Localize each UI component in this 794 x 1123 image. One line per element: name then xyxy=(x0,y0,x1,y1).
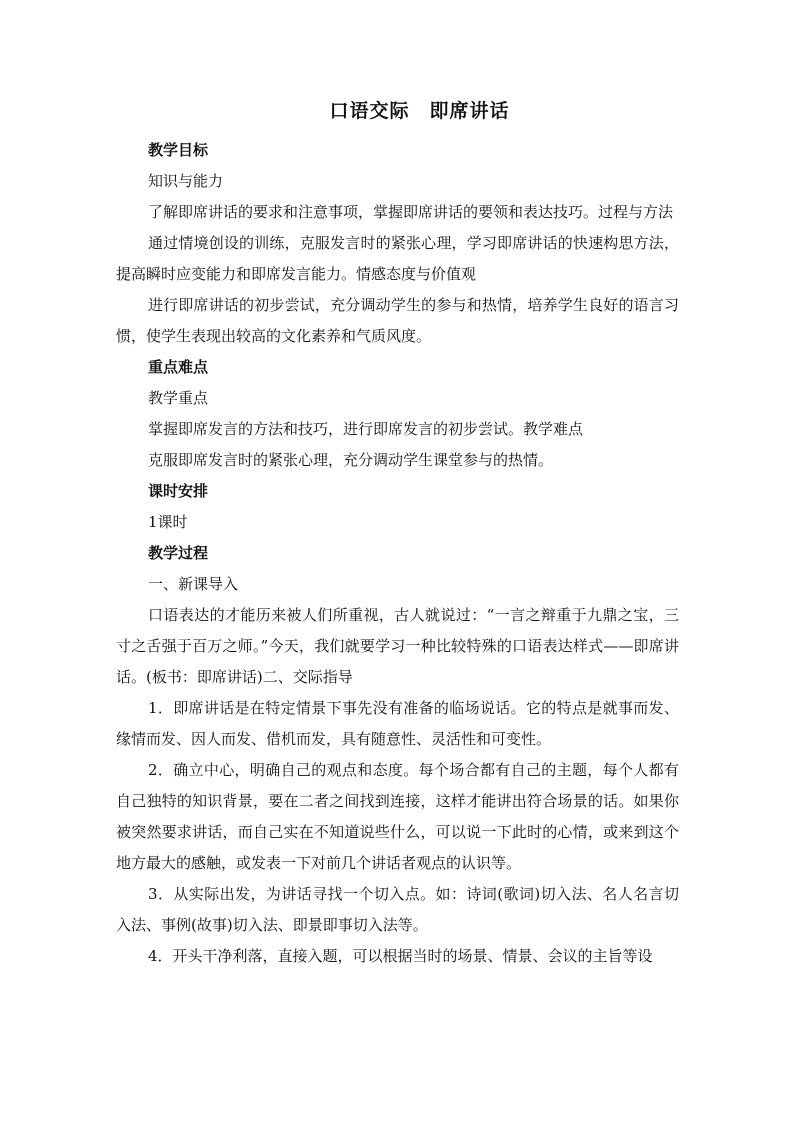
paragraph: 克服即席发言时的紧张心理，充分调动学生课堂参与的热情。 xyxy=(148,451,554,469)
section-heading: 教学目标 xyxy=(148,141,209,159)
document-page xyxy=(116,96,679,972)
paragraph: 2．确立中心，明确自己的观点和态度。每个场合都有自己的主题，每个人都有自己独特的知识背景，要在二者之间找到连接，这样才能讲出符合场景的话。如果你被突然要求讲话，而自己实在不知道说些什么，可以说一下此时的心情，或来到这个地方最大的感触，或发表一下对前几个讲话者观点的认识等。 xyxy=(116,761,679,872)
paragraph: 了解即席讲话的要求和注意事项，掌握即席讲话的要领和表达技巧。过程与方法 xyxy=(148,203,674,221)
document-title: 口语交际 即席讲话 xyxy=(329,100,510,122)
paragraph: 教学重点 xyxy=(148,389,209,407)
paragraph: 一、新课导入 xyxy=(148,575,239,593)
section-heading: 教学过程 xyxy=(148,544,209,562)
paragraph: 1课时 xyxy=(148,513,188,531)
paragraph: 知识与能力 xyxy=(148,172,224,190)
paragraph: 进行即席讲话的初步尝试，充分调动学生的参与和热情，培养学生良好的语言习惯，使学生表现出较高的文化素养和气质风度。 xyxy=(116,296,679,345)
paragraph: 3．从实际出发，为讲话寻找一个切入点。如：诗词(歌词)切入法、名人名言切入法、事例(故事)切入法、即景即事切入法等。 xyxy=(116,885,679,934)
paragraph: 1．即席讲话是在特定情景下事先没有准备的临场说话。它的特点是就事而发、缘情而发、因人而发、借机而发，具有随意性、灵活性和可变性。 xyxy=(116,699,679,748)
paragraph: 掌握即席发言的方法和技巧，进行即席发言的初步尝试。教学难点 xyxy=(148,420,584,438)
paragraph: 通过情境创设的训练，克服发言时的紧张心理，学习即席讲话的快速构思方法，提高瞬时应变能力和即席发言能力。情感态度与价值观 xyxy=(116,234,679,283)
paragraph: 口语表达的才能历来被人们所重视，古人就说过：“一言之辩重于九鼎之宝，三寸之舌强于百万之师。”今天，我们就要学习一种比较特殊的口语表达样式——即席讲话。(板书：即席讲话)二、交际指导 xyxy=(116,606,679,686)
section-heading: 重点难点 xyxy=(148,358,209,376)
section-heading: 课时安排 xyxy=(148,482,209,500)
paragraph: 4．开头干净利落，直接入题，可以根据当时的场景、情景、会议的主旨等设 xyxy=(148,947,653,965)
